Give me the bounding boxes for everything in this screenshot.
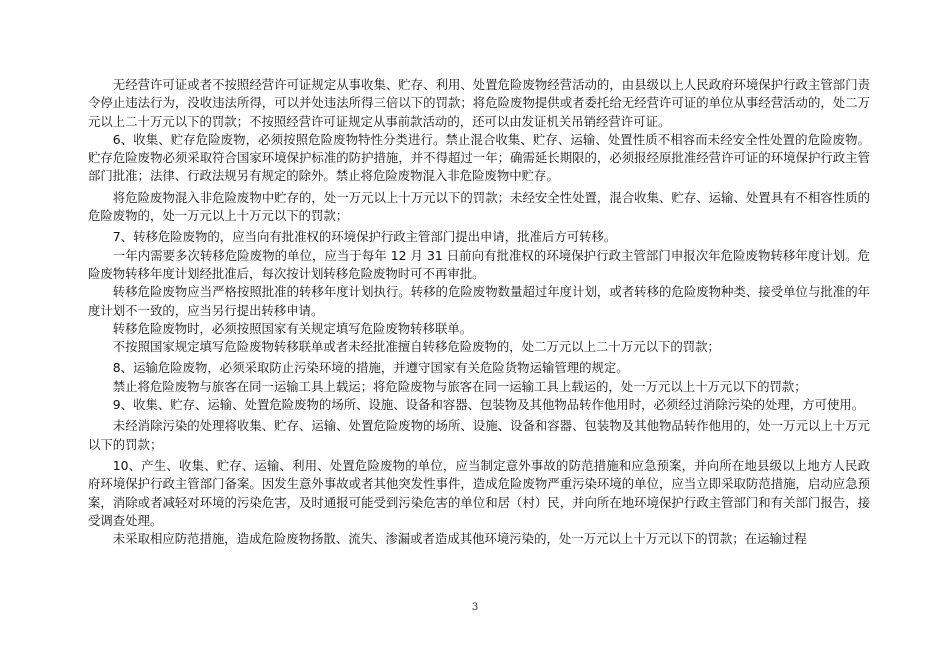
paragraph-8: 不按照国家规定填写危险废物转移联单或者未经批准擅自转移危险废物的，处二万元以上二十万元以下的罚款； [112,339,720,355]
page-number: 3 [471,602,479,613]
paragraph-2: 6、收集、贮存危险废物，必须按照危险废物特性分类进行。禁止混合收集、贮存、运输、处置性质不相容而未经安全性处置的危险废物。贮存危险废物必须采取符合国家环境保护标准的防护措施，并不得超过一年；确需延长期限的，必须报经原批准经营许可证的环境保护行政主管部门批准；法律、行政法规另有规定的除外。禁止将危险废物混入非危险废物中贮存。 [88,131,870,184]
paragraph-3: 将危险废物混入非危险废物中贮存的，处一万元以上十万元以下的罚款；未经安全性处置，混合收集、贮存、运输、处置具有不相容性质的危险废物的，处一万元以上十万元以下的罚款； [88,189,870,224]
paragraph-1: 无经营许可证或者不按照经营许可证规定从事收集、贮存、利用、处置危险废物经营活动的，由县级以上人民政府环境保护行政主管部门责令停止违法行为，没收违法所得，可以并处违法所得三倍以下的罚款；将危险废物提供或者委托给无经营许可证的单位从事经营活动的，处二万元以上二十万元以下的罚款；不按照经营许可证规定从事前款活动的，还可以由发证机关吊销经营许可证。 [88,77,870,129]
document-body [88,76,870,548]
paragraph-11: 9、收集、贮存、运输、处置危险废物的场所、设施、设备和容器、包装物及其他物品转作他用时，必须经过消除污染的处理，方可使用。 [112,397,865,413]
paragraph-12: 未经消除污染的处理将收集、贮存、运输、处置危险废物的场所、设施、设备和容器、包装物及其他物品转作他用的，处一万元以上十万元以下的罚款； [88,418,870,452]
paragraph-9: 8、运输危险废物，必须采取防止污染环境的措施，并遵守国家有关危险货物运输管理的规定。 [112,360,629,376]
paragraph-4: 7、转移危险废物的，应当向有批准权的环境保护行政主管部门提出申请，批准后方可转移。 [112,229,617,245]
paragraph-14: 未采取相应防范措施，造成危险废物扬散、流失、渗漏或者造成其他环境污染的，处一万元以上十万元以下的罚款；在运输过程 [112,531,807,547]
paragraph-10: 禁止将危险废物与旅客在同一运输工具上载运；将危险废物与旅客在同一运输工具上载运的，处一万元以上十万元以下的罚款； [112,378,807,394]
paragraph-6: 转移危险废物应当严格按照批准的转移年度计划执行。转移的危险废物数量超过年度计划，或者转移的危险废物种类、接受单位与批准的年度计划不一致的，应当另行提出转移申请。 [88,284,870,318]
paragraph-13: 10、产生、收集、贮存、运输、利用、处置危险废物的单位，应当制定意外事故的防范措施和应急预案，并向所在地县级以上地方人民政府环境保护行政主管部门备案。因发生意外事故或者其他突发性事件，造成危险废物严重污染环境的单位，应当立即采取防范措施，启动应急预案，消除或者减轻对环境的污染危害，及时通报可能受到污染危害的单位和居（村）民，并向所在地环境保护行政主管部门和有关部门报告，接受调查处理。 [88,457,870,528]
paragraph-5: 一年内需要多次转移危险废物的单位，应当于每年 12 月 31 日前向有批准权的环境保护行政主管部门申报次年危险废物转移年度计划。危险废物转移年度计划经批准后，每次按计划转移危险废物时可不再审批。 [88,247,870,281]
paragraph-7: 转移危险废物时，必须按照国家有关规定填写危险废物转移联单。 [112,320,473,336]
